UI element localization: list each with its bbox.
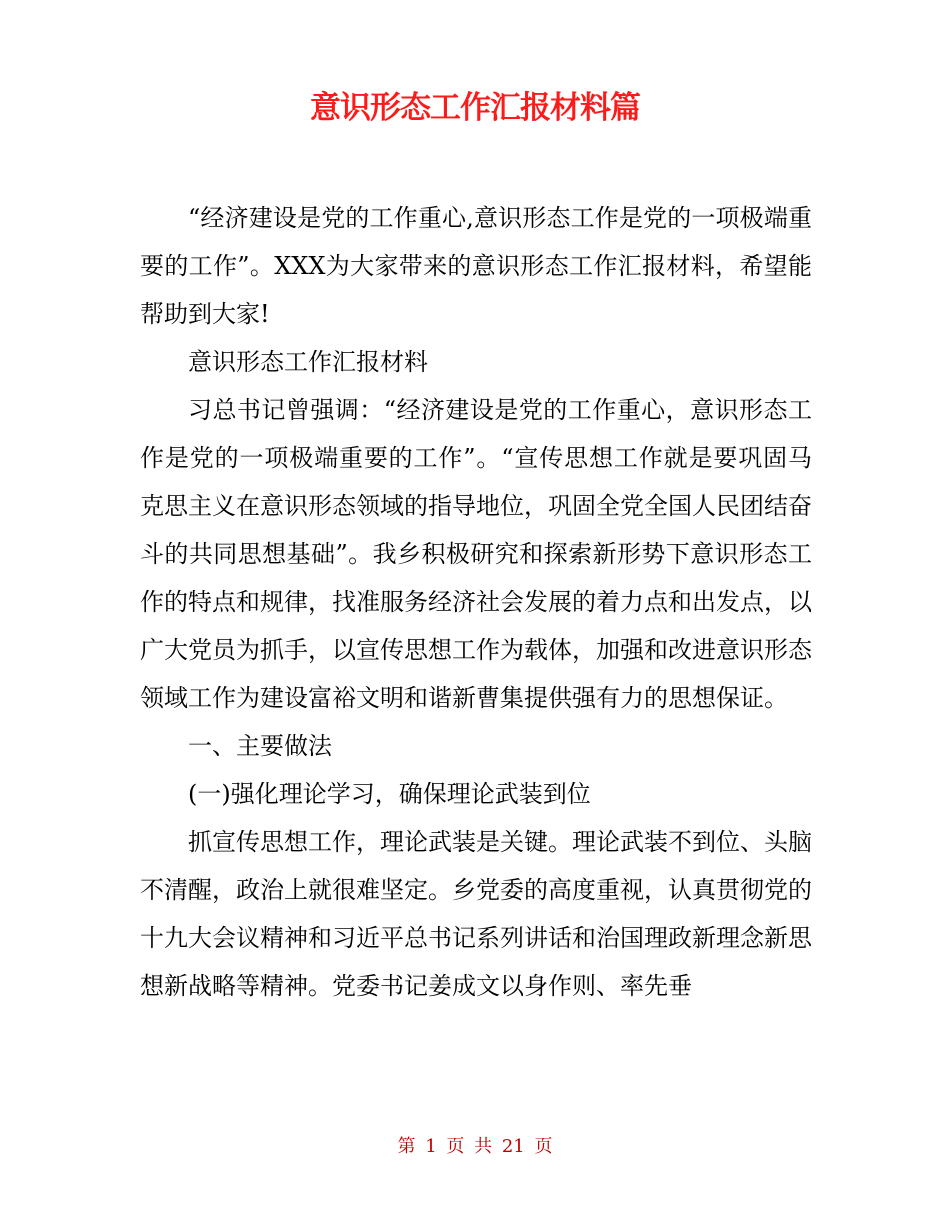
section-heading: 一、主要做法 [188,732,332,760]
paragraph-main: 习总书记曾强调：“经济建设是党的工作重心，意识形态工作是党的一项极端重要的工作”。“宣传思想工作就是要巩固马克思主义在意识形态领域的指导地位，巩固全党全国人民团结奋斗的共同思想基础”。我乡积极研究和探索新形势下意识形态工作的特点和规律，找准服务经济社会发展的着力点和出发点，以广大党员为抓手，以宣传思想工作为载体，加强和改进意识形态领域工作为建设富裕文明和谐新曹集提供强有力的思想保证。 [140,396,812,712]
document-body [140,194,812,1010]
paragraph-theory: 抓宣传思想工作，理论武装是关键。理论武装不到位、头脑不清醒，政治上就很难坚定。乡党委的高度重视，认真贯彻党的十九大会议精神和习近平总书记系列讲话和治国理政新理念新思想新战略等精神。党委书记姜成文以身作则、率先垂 [140,828,812,1000]
subsection-heading: (一)强化理论学习，确保理论武装到位 [188,780,591,808]
page-number-footer: 第 1 页 共 21 页 [397,1136,553,1157]
paragraph-subtitle: 意识形态工作汇报材料 [188,348,428,376]
paragraph-intro: “经济建设是党的工作重心,意识形态工作是党的一项极端重要的工作”。XXX为大家带来的意识形态工作汇报材料，希望能帮助到大家! [140,204,812,328]
document-title: 意识形态工作汇报材料篇 [310,90,640,126]
